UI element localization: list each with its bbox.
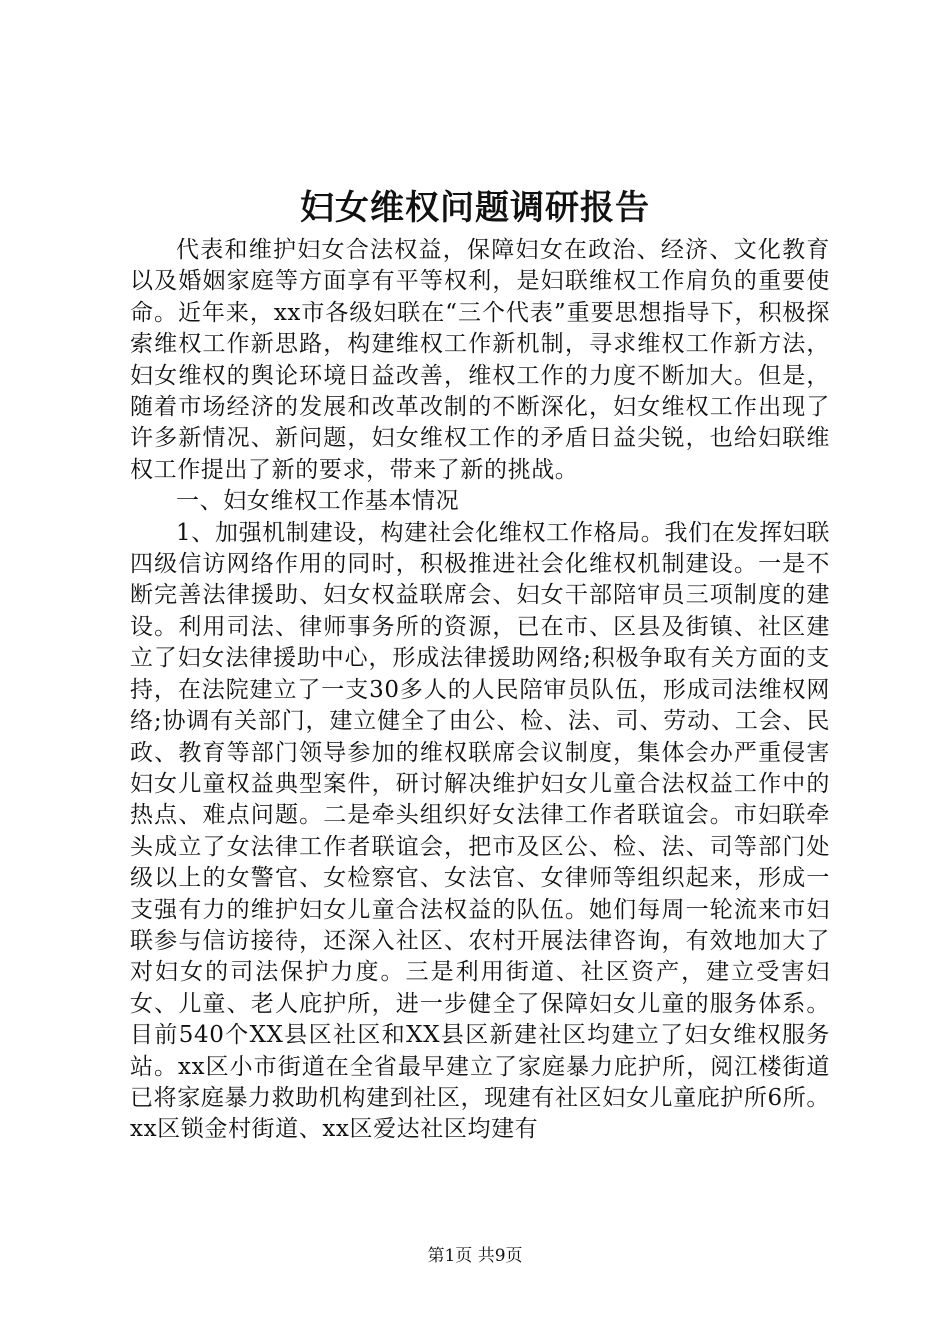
- intro-paragraph: 代表和维护妇女合法权益，保障妇女在政治、经济、文化教育以及婚姻家庭等方面享有平等权利，是妇联维权工作肩负的重要使命。近年来，xx市各级妇联在“三个代表”重要思想指导下，积极探索维权工作新思路，构建维权工作新机制，寻求维权工作新方法，妇女维权的舆论环境日益改善，维权工作的力度不断加大。但是，随着市场经济的发展和改革改制的不断深化，妇女维权工作出现了许多新情况、新问题，妇女维权工作的矛盾日益尖锐，也给妇联维权工作提出了新的要求，带来了新的挑战。: [130, 237, 830, 483]
- page-footer: 第1页 共9页: [427, 1246, 523, 1266]
- document-body: [130, 235, 830, 1146]
- document-title: 妇女维权问题调研报告: [300, 188, 650, 228]
- body-paragraph: 1、加强机制建设，构建社会化维权工作格局。我们在发挥妇联四级信访网络作用的同时，积极推进社会化维权机制建设。一是不断完善法律援助、妇女权益联席会、妇女干部陪审员三项制度的建设。利用司法、律师事务所的资源，已在市、区县及街镇、社区建立了妇女法律援助中心，形成法律援助网络;积极争取有关方面的支持，在法院建立了一支30多人的人民陪审员队伍，形成司法维权网络;协调有关部门，建立健全了由公、检、法、司、劳动、工会、民政、教育等部门领导参加的维权联席会议制度，集体会办严重侵害妇女儿童权益典型案件，研讨解决维护妇女儿童合法权益工作中的热点、难点问题。二是牵头组织好女法律工作者联谊会。市妇联牵头成立了女法律工作者联谊会，把市及区公、检、法、司等部门处级以上的女警官、女检察官、女法官、女律师等组织起来，形成一支强有力的维护妇女儿童合法权益的队伍。她们每周一轮流来市妇联参与信访接待，还深入社区、农村开展法律咨询，有效地加大了对妇女的司法保护力度。三是利用街道、社区资产，建立受害妇女、儿童、老人庇护所，进一步健全了保障妇女儿童的服务体系。目前540个XX县区社区和XX县区新建社区均建立了妇女维权服务站。xx区小市街道在全省最早建立了家庭暴力庇护所，阅江楼街道已将家庭暴力救助机构建到社区，现建有社区妇女儿童庇护所6所。xx区锁金村街道、xx区爱达社区均建有: [130, 519, 830, 1143]
- section-heading: 一、妇女维权工作基本情况: [176, 488, 460, 515]
